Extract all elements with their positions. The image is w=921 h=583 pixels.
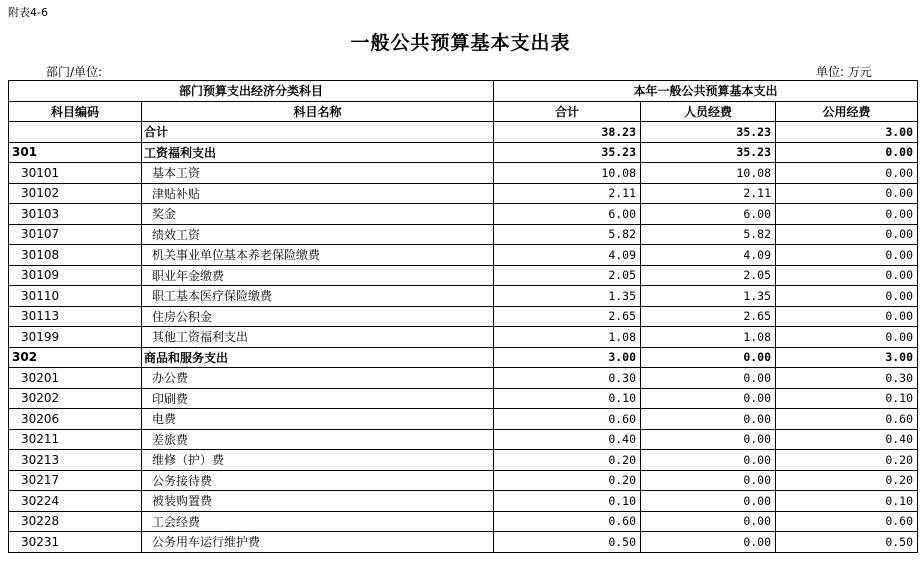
cell-code: 30206 [9,409,142,430]
cell-code: 30217 [9,470,142,491]
cell-public: 0.20 [776,450,918,471]
cell-name: 工会经费 [142,511,494,532]
cell-personnel: 0.00 [641,470,776,491]
cell-total: 35.23 [494,142,641,163]
cell-total: 38.23 [494,122,641,143]
cell-name: 差旅费 [142,429,494,450]
cell-name: 奖金 [142,204,494,225]
table-row [9,491,918,512]
unit-label: 单位: 万元 [816,65,872,79]
cell-name: 基本工资 [142,163,494,184]
header-group-row [9,81,918,102]
cell-total: 0.20 [494,450,641,471]
table-row [9,265,918,286]
cell-name: 住房公积金 [142,306,494,327]
cell-total: 2.05 [494,265,641,286]
cell-public: 0.20 [776,470,918,491]
cell-personnel: 1.08 [641,327,776,348]
cell-personnel: 0.00 [641,388,776,409]
table-body [9,122,918,553]
cell-code: 30202 [9,388,142,409]
table-row [9,409,918,430]
table-row [9,163,918,184]
cell-personnel: 2.05 [641,265,776,286]
cell-personnel: 35.23 [641,142,776,163]
cell-public: 3.00 [776,122,918,143]
cell-public: 0.00 [776,306,918,327]
cell-personnel: 0.00 [641,429,776,450]
header-group-basic-expenditure: 本年一般公共预算基本支出 [494,81,918,102]
cell-personnel: 2.11 [641,183,776,204]
cell-total: 0.40 [494,429,641,450]
table-row [9,388,918,409]
cell-code: 30228 [9,511,142,532]
cell-name: 被装购置费 [142,491,494,512]
cell-total: 2.65 [494,306,641,327]
cell-code: 30103 [9,204,142,225]
cell-total: 5.82 [494,224,641,245]
table-row [9,511,918,532]
cell-public: 0.50 [776,532,918,553]
cell-personnel: 0.00 [641,368,776,389]
cell-total: 0.60 [494,511,641,532]
table-row [9,532,918,553]
cell-public: 0.00 [776,163,918,184]
cell-total: 3.00 [494,347,641,368]
cell-public: 0.10 [776,388,918,409]
cell-personnel: 0.00 [641,532,776,553]
cell-code: 30199 [9,327,142,348]
table-row [9,306,918,327]
cell-public: 0.00 [776,183,918,204]
cell-code: 302 [9,347,142,368]
cell-name: 维修（护）费 [142,450,494,471]
cell-code: 30101 [9,163,142,184]
cell-name: 工资福利支出 [142,142,494,163]
cell-code: 30107 [9,224,142,245]
cell-total: 6.00 [494,204,641,225]
cell-total: 10.08 [494,163,641,184]
table-row [9,204,918,225]
cell-code: 30110 [9,286,142,307]
cell-code: 30108 [9,245,142,266]
budget-table [8,80,918,553]
table-row [9,142,918,163]
cell-name: 职业年金缴费 [142,265,494,286]
cell-code: 30102 [9,183,142,204]
cell-personnel: 6.00 [641,204,776,225]
cell-total: 4.09 [494,245,641,266]
table-row [9,368,918,389]
cell-total: 2.11 [494,183,641,204]
cell-name: 印刷费 [142,388,494,409]
cell-name: 电费 [142,409,494,430]
cell-personnel: 4.09 [641,245,776,266]
cell-code: 30211 [9,429,142,450]
cell-total: 0.10 [494,388,641,409]
cell-public: 0.00 [776,265,918,286]
table-row [9,347,918,368]
cell-total: 1.08 [494,327,641,348]
header-column-row [9,101,918,122]
cell-code: 301 [9,142,142,163]
cell-personnel: 1.35 [641,286,776,307]
cell-total: 1.35 [494,286,641,307]
table-row [9,470,918,491]
cell-total: 0.10 [494,491,641,512]
cell-code: 30109 [9,265,142,286]
cell-personnel: 0.00 [641,491,776,512]
cell-code: 30113 [9,306,142,327]
header-name: 科目名称 [142,101,494,122]
table-row [9,224,918,245]
header-code: 科目编码 [9,101,142,122]
cell-public: 0.00 [776,327,918,348]
cell-name: 职工基本医疗保险缴费 [142,286,494,307]
page-title: 一般公共预算基本支出表 [350,32,571,54]
cell-personnel: 10.08 [641,163,776,184]
header-group-classification: 部门预算支出经济分类科目 [9,81,494,102]
table-row [9,286,918,307]
cell-personnel: 2.65 [641,306,776,327]
table-row [9,183,918,204]
cell-code: 30231 [9,532,142,553]
cell-name: 商品和服务支出 [142,347,494,368]
cell-code [9,122,142,143]
table-row [9,122,918,143]
cell-personnel: 0.00 [641,409,776,430]
cell-public: 0.00 [776,286,918,307]
table-row [9,450,918,471]
table-row [9,245,918,266]
cell-name: 公务用车运行维护费 [142,532,494,553]
cell-code: 30213 [9,450,142,471]
cell-public: 0.00 [776,224,918,245]
header-public: 公用经费 [776,101,918,122]
cell-name: 办公费 [142,368,494,389]
cell-name: 绩效工资 [142,224,494,245]
cell-name: 合计 [142,122,494,143]
cell-name: 公务接待费 [142,470,494,491]
cell-total: 0.30 [494,368,641,389]
cell-public: 3.00 [776,347,918,368]
cell-public: 0.00 [776,204,918,225]
cell-personnel: 0.00 [641,450,776,471]
cell-public: 0.00 [776,245,918,266]
cell-personnel: 0.00 [641,511,776,532]
cell-public: 0.40 [776,429,918,450]
cell-public: 0.60 [776,409,918,430]
cell-personnel: 35.23 [641,122,776,143]
cell-code: 30201 [9,368,142,389]
cell-public: 0.10 [776,491,918,512]
cell-personnel: 5.82 [641,224,776,245]
table-row [9,327,918,348]
cell-total: 0.50 [494,532,641,553]
cell-name: 其他工资福利支出 [142,327,494,348]
cell-total: 0.20 [494,470,641,491]
cell-code: 30224 [9,491,142,512]
header-personnel: 人员经费 [641,101,776,122]
department-label: 部门/单位: [46,65,103,79]
cell-public: 0.30 [776,368,918,389]
header-total: 合计 [494,101,641,122]
table-row [9,429,918,450]
cell-name: 机关事业单位基本养老保险缴费 [142,245,494,266]
cell-public: 0.60 [776,511,918,532]
cell-public: 0.00 [776,142,918,163]
cell-total: 0.60 [494,409,641,430]
cell-personnel: 0.00 [641,347,776,368]
cell-name: 津贴补贴 [142,183,494,204]
appendix-label: 附表4-6 [8,6,48,19]
